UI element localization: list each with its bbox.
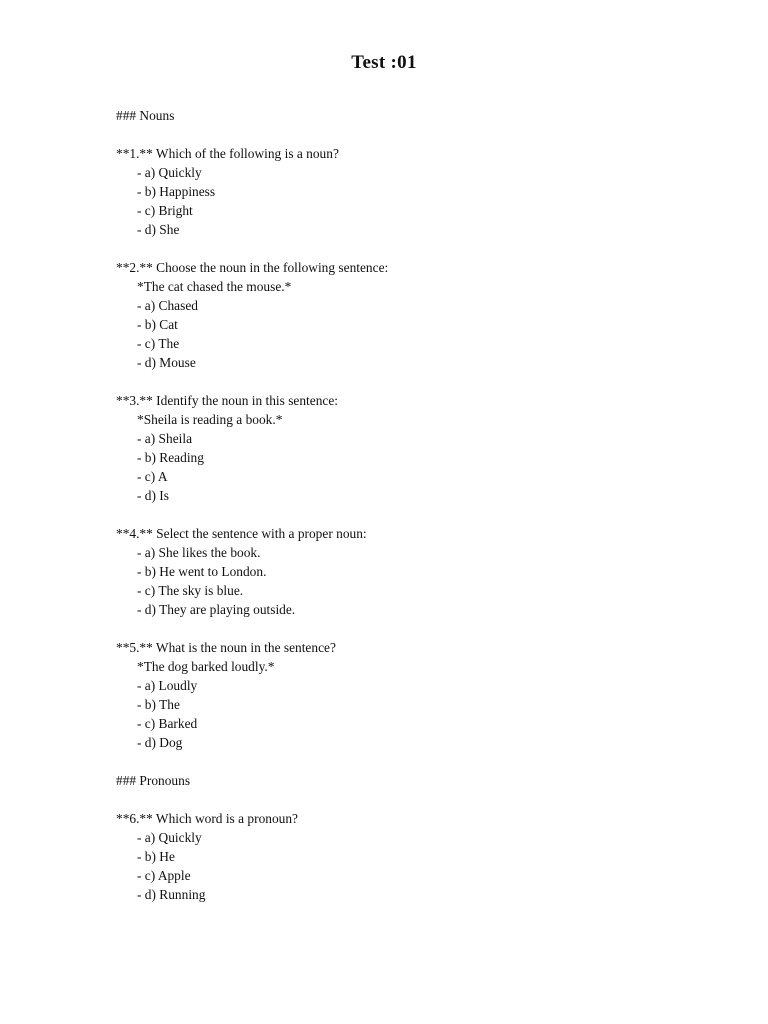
spacer [116,790,676,809]
question-3-option-b: - b) Reading [137,450,204,465]
question-3-sentence: *Sheila is reading a book.* [137,412,283,427]
spacer [116,752,676,771]
spacer [116,505,676,524]
spacer [116,372,676,391]
question-2-option-a: - a) Chased [137,298,198,313]
question-4-option-d: - d) They are playing outside. [137,602,296,617]
question-6-option-b: - b) He [137,849,175,864]
question-1-option-d: - d) She [137,222,180,237]
question-3-option-c: - c) A [137,469,168,484]
question-2-prompt: **2.** Choose the noun in the following sentence: [116,260,389,275]
question-1-option-c: - c) Bright [137,203,193,218]
question-5-option-d: - d) Dog [137,735,183,750]
question-6-option-c: - c) Apple [137,868,191,883]
question-4-prompt: **4.** Select the sentence with a proper noun: [116,526,367,541]
question-5-prompt: **5.** What is the noun in the sentence? [116,640,336,655]
question-3-option-d: - d) Is [137,488,169,503]
test-content [116,106,676,904]
spacer [116,239,676,258]
spacer [116,125,676,144]
section-heading-nouns: ### Nouns [116,108,175,123]
question-1-option-a: - a) Quickly [137,165,202,180]
question-1-prompt: **1.** Which of the following is a noun? [116,146,339,161]
page-title: Test :01 [351,52,417,73]
question-5-sentence: *The dog barked loudly.* [137,659,275,674]
section-heading-pronouns: ### Pronouns [116,773,191,788]
question-5-option-b: - b) The [137,697,180,712]
question-3-prompt: **3.** Identify the noun in this sentence: [116,393,339,408]
question-6-prompt: **6.** Which word is a pronoun? [116,811,298,826]
question-4-option-c: - c) The sky is blue. [137,583,244,598]
question-2-sentence: *The cat chased the mouse.* [137,279,292,294]
question-2-option-b: - b) Cat [137,317,178,332]
question-6-option-a: - a) Quickly [137,830,202,845]
spacer [116,619,676,638]
question-3-option-a: - a) Sheila [137,431,193,446]
question-2-option-c: - c) The [137,336,180,351]
question-4-option-b: - b) He went to London. [137,564,267,579]
question-5-option-c: - c) Barked [137,716,198,731]
question-1-option-b: - b) Happiness [137,184,216,199]
question-5-option-a: - a) Loudly [137,678,198,693]
question-6-option-d: - d) Running [137,887,206,902]
question-4-option-a: - a) She likes the book. [137,545,261,560]
question-2-option-d: - d) Mouse [137,355,196,370]
